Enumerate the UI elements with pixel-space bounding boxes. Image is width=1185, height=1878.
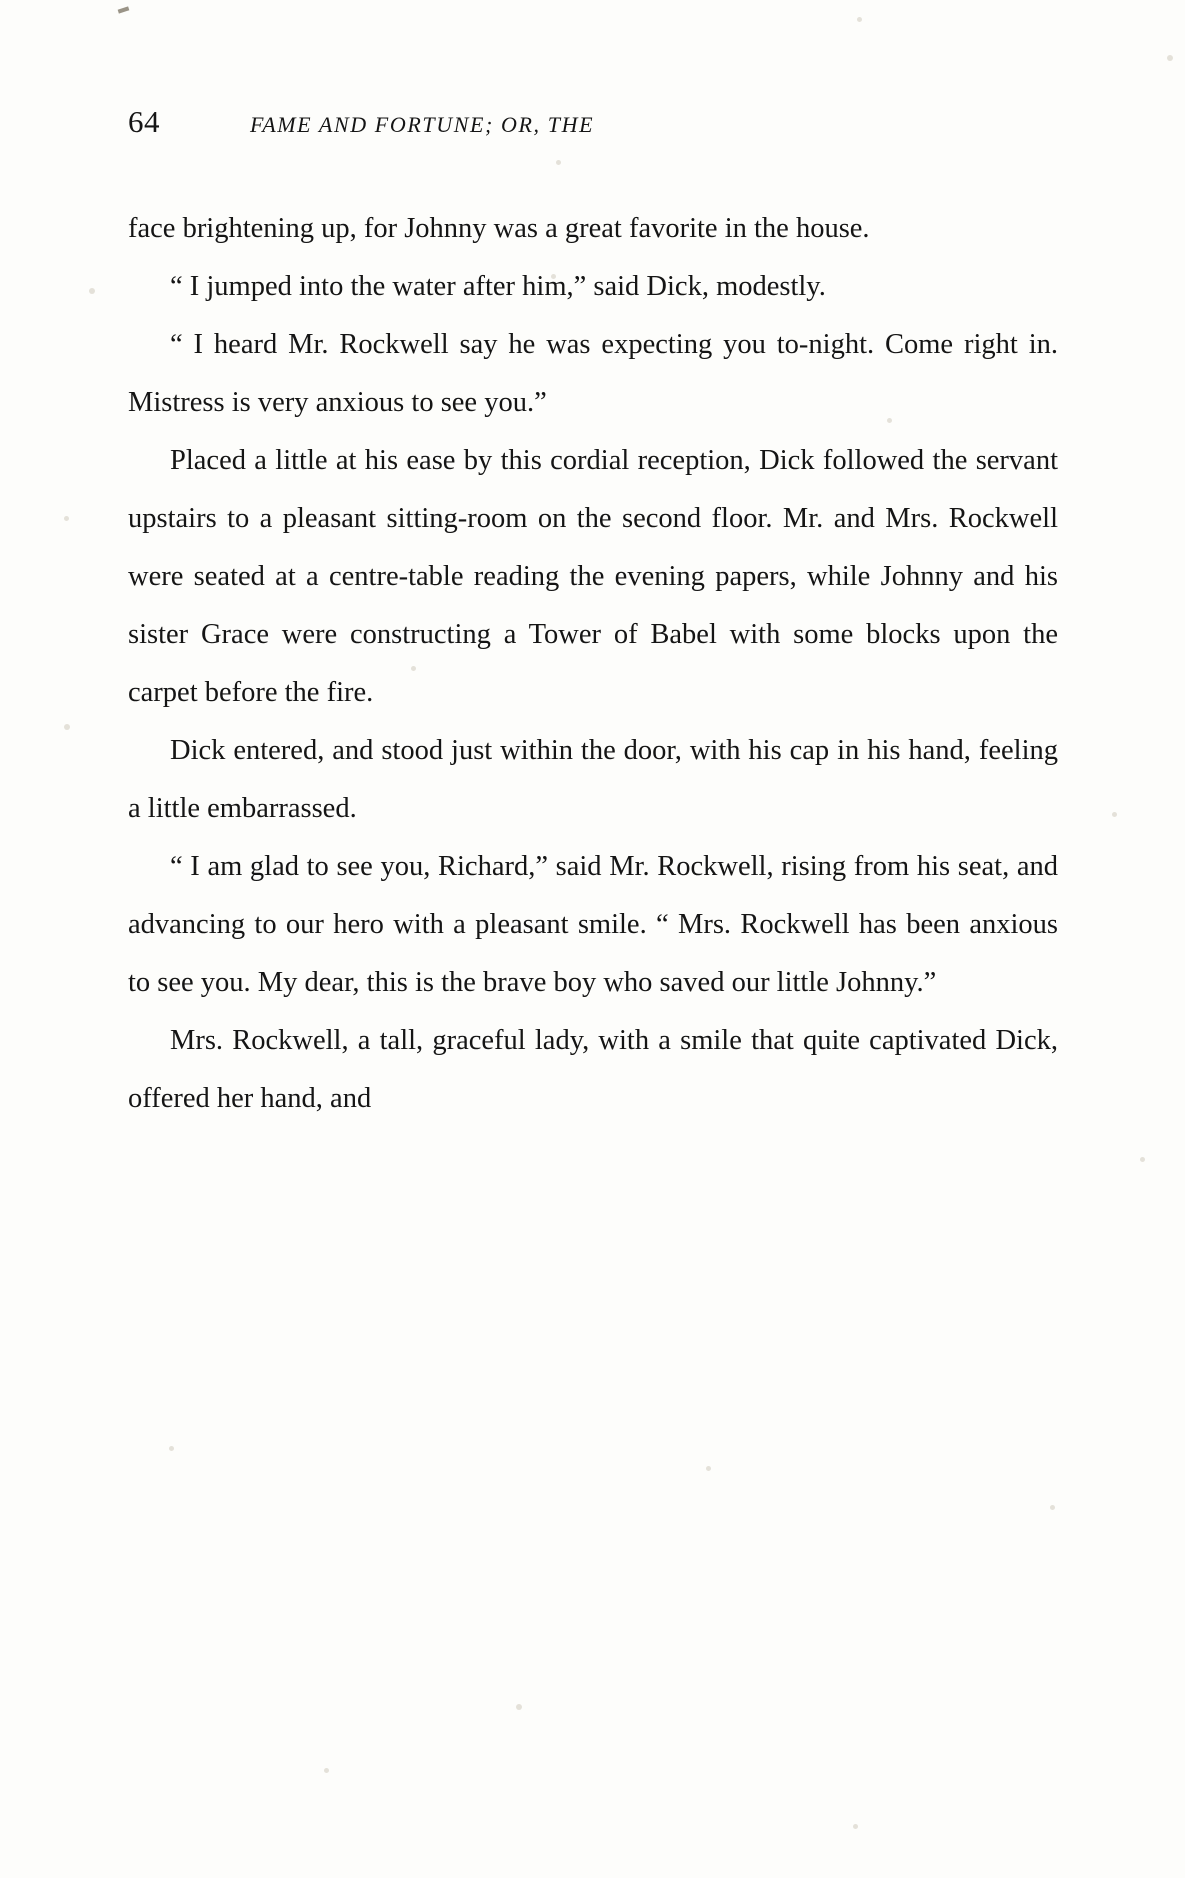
paper-speck bbox=[516, 1704, 522, 1710]
paper-speck bbox=[853, 1824, 858, 1829]
page-number: 64 bbox=[128, 104, 160, 139]
paper-speck bbox=[556, 160, 561, 165]
paragraph: face brightening up, for Johnny was a great favorite in the house. bbox=[128, 213, 870, 244]
paper-speck bbox=[706, 1466, 711, 1471]
paper-speck bbox=[857, 17, 862, 22]
paragraph: “ I am glad to see you, Richard,” said Mr. Rockwell, rising from his seat, and advancing to our hero with a pleasant smile. “ Mrs. Rockwell has been anxious to see you. My dear, this is the brave boy who saved our little Johnny.” bbox=[128, 851, 1058, 998]
paragraph: “ I jumped into the water after him,” said Dick, modestly. bbox=[170, 271, 826, 302]
paper-mark-top bbox=[118, 6, 130, 13]
paper-speck bbox=[89, 288, 95, 294]
paragraph: Dick entered, and stood just within the door, with his cap in his hand, feeling a little embarrassed. bbox=[128, 735, 1058, 824]
paper-speck bbox=[1167, 55, 1173, 61]
paper-speck bbox=[1050, 1505, 1055, 1510]
running-head: FAME AND FORTUNE; OR, THE bbox=[250, 112, 595, 137]
paper-speck bbox=[324, 1768, 329, 1773]
paper-speck bbox=[1140, 1157, 1145, 1162]
page-header bbox=[128, 104, 1058, 144]
paper-speck bbox=[1112, 812, 1117, 817]
paper-speck bbox=[64, 516, 69, 521]
paragraph: Mrs. Rockwell, a tall, graceful lady, with a smile that quite captivated Dick, offered her hand, and bbox=[128, 1025, 1058, 1114]
paper-speck bbox=[64, 724, 70, 730]
body-text bbox=[128, 200, 1058, 1128]
paragraph: “ I heard Mr. Rockwell say he was expecting you to-night. Come right in. Mistress is very anxious to see you.” bbox=[128, 329, 1058, 418]
paragraph: Placed a little at his ease by this cordial reception, Dick followed the servant upstairs to a pleasant sitting-room on the second floor. Mr. and Mrs. Rockwell were seated at a centre-table reading the evening papers, while Johnny and his sister Grace were constructing a Tower of Babel with some blocks upon the carpet before the fire. bbox=[128, 445, 1058, 708]
paper-speck bbox=[169, 1446, 174, 1451]
